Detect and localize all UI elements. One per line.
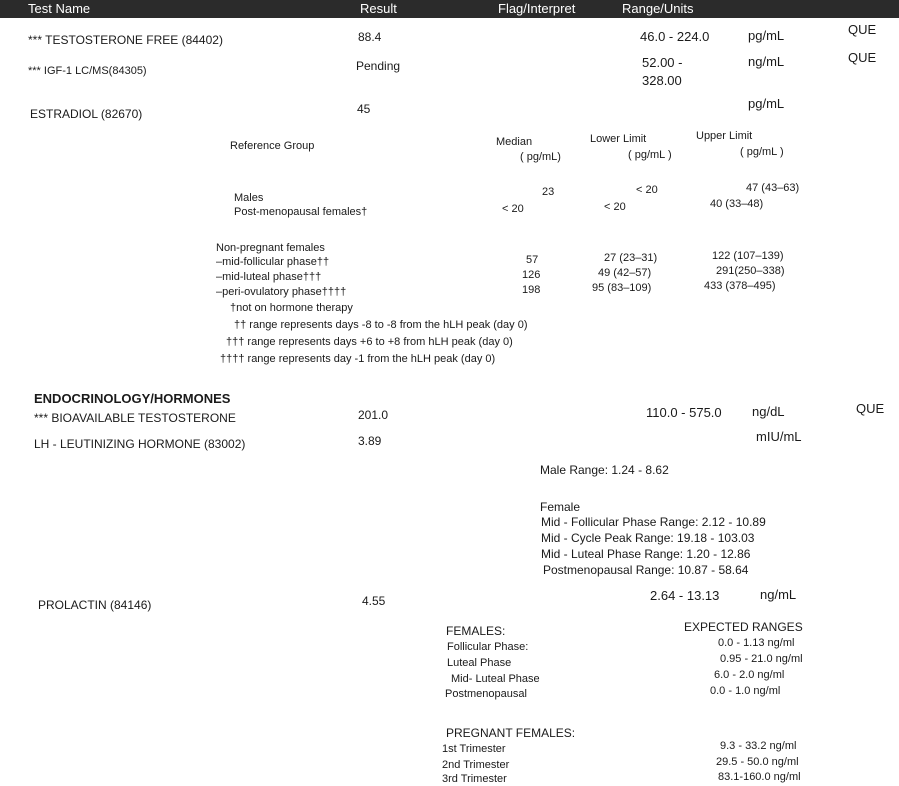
periovulatory-lower: 95 (83–109) [592,282,652,294]
lh-range-line-1: Mid - Follicular Phase Range: 2.12 - 10.89 [541,515,766,529]
result-bioavailable-testosterone: 201.0 [358,408,389,422]
range-bioavailable-testosterone: 110.0 - 575.0 [646,405,722,420]
group-peri-ovulatory: –peri-ovulatory phase†††† [216,286,347,298]
postmeno-upper: 40 (33–48) [710,198,764,210]
lower-limit-unit: ( pg/mL ) [628,149,672,161]
units-testosterone-free: pg/mL [748,28,785,43]
footnote-3: ††† range represents days +6 to +8 from hLH peak (day 0) [226,336,513,348]
lh-female-label: Female [540,500,581,514]
lab-code-testosterone-free: QUE [848,22,877,37]
group-nonpregnant: Non-pregnant females [216,242,325,254]
footnote-2: †† range represents days -8 to -8 from the hLH peak (day 0) [234,319,528,331]
result-testosterone-free: 88.4 [358,30,382,44]
test-name-prolactin: PROLACTIN (84146) [38,598,152,612]
test-name-lh: LH - LEUTINIZING HORMONE (83002) [34,437,246,451]
prolactin-female-follicular-value: 0.0 - 1.13 ng/ml [718,637,795,649]
lh-range-line-3: Mid - Luteal Phase Range: 1.20 - 12.86 [541,547,751,561]
prolactin-female-luteal-value: 0.95 - 21.0 ng/ml [720,653,803,665]
periovulatory-upper: 433 (378–495) [704,280,776,292]
range-testosterone-free: 46.0 - 224.0 [640,29,710,44]
lh-range-line-4: Postmenopausal Range: 10.87 - 58.64 [543,563,749,577]
units-igf1: ng/mL [748,54,785,69]
males-upper: 47 (43–63) [746,182,800,194]
units-prolactin: ng/mL [760,587,797,602]
section-title: ENDOCRINOLOGY/HORMONES [34,391,231,406]
prolactin-female-follicular-label: Follicular Phase: [447,641,529,653]
prolactin-female-mid-luteal-value: 6.0 - 2.0 ng/ml [714,669,785,681]
periovulatory-median: 198 [522,284,541,296]
median-label: Median [496,136,533,148]
postmeno-median: < 20 [502,203,524,215]
footnote-1: †not on hormone therapy [230,302,353,314]
follicular-upper: 122 (107–139) [712,250,784,262]
prolactin-pregnant-t1-value: 9.3 - 33.2 ng/ml [720,740,797,752]
result-estradiol: 45 [357,102,371,116]
column-header-bar [0,0,899,18]
group-males: Males [234,192,264,204]
ref-group-label: Reference Group [230,140,315,152]
result-igf1: Pending [356,59,401,73]
lower-limit-label: Lower Limit [590,133,647,145]
group-mid-follicular: –mid-follicular phase†† [216,256,330,268]
prolactin-female-mid-luteal-label: Mid- Luteal Phase [451,673,540,685]
range-igf1-line1: 52.00 - [642,55,683,70]
test-name-igf1: *** IGF-1 LC/MS(84305) [28,65,147,77]
prolactin-pregnant-label: PREGNANT FEMALES: [446,726,576,740]
units-estradiol: pg/mL [748,96,785,111]
group-mid-luteal: –mid-luteal phase††† [216,271,322,283]
prolactin-female-postmeno-value: 0.0 - 1.0 ng/ml [710,685,781,697]
lh-range-line-2: Mid - Cycle Peak Range: 19.18 - 103.03 [541,531,755,545]
test-name-bioavailable-testosterone: *** BIOAVAILABLE TESTOSTERONE [34,411,236,425]
header-flag-interpret: Flag/Interpret [498,1,576,16]
prolactin-females-label: FEMALES: [446,624,506,638]
units-bioavailable-testosterone: ng/dL [752,404,785,419]
footnote-4: †††† range represents day -1 from the hLH peak (day 0) [220,353,496,365]
luteal-median: 126 [522,269,541,281]
lab-code-bioavailable-testosterone: QUE [856,401,885,416]
units-lh: mIU/mL [756,429,802,444]
luteal-upper: 291(250–338) [716,265,785,277]
header-range: Range/Units [622,1,694,16]
prolactin-pregnant-t3-value: 83.1-160.0 ng/ml [718,771,801,783]
postmeno-lower: < 20 [604,201,626,213]
prolactin-pregnant-t2-label: 2nd Trimester [442,759,510,771]
result-lh: 3.89 [358,434,382,448]
follicular-lower: 27 (23–31) [604,252,658,264]
header-test-name: Test Name [28,1,91,16]
luteal-lower: 49 (42–57) [598,267,652,279]
range-igf1-line2: 328.00 [642,73,682,88]
prolactin-pregnant-t2-value: 29.5 - 50.0 ng/ml [716,756,799,768]
prolactin-female-postmeno-label: Postmenopausal [445,688,527,700]
follicular-median: 57 [526,254,539,266]
test-name-estradiol: ESTRADIOL (82670) [30,107,143,121]
upper-limit-unit: ( pg/mL ) [740,146,784,158]
prolactin-female-luteal-label: Luteal Phase [447,657,512,669]
prolactin-pregnant-t1-label: 1st Trimester [442,743,506,755]
range-prolactin: 2.64 - 13.13 [650,588,720,603]
result-prolactin: 4.55 [362,594,386,608]
lab-code-igf1: QUE [848,50,877,65]
header-result: Result [360,1,397,16]
upper-limit-label: Upper Limit [696,130,753,142]
prolactin-expected-ranges-label: EXPECTED RANGES [684,620,803,634]
males-median: 23 [542,186,555,198]
males-lower: < 20 [636,184,658,196]
group-postmenopausal: Post-menopausal females† [234,206,368,218]
lh-male-range: Male Range: 1.24 - 8.62 [540,463,669,477]
prolactin-pregnant-t3-label: 3rd Trimester [442,773,507,785]
median-unit: ( pg/mL) [520,151,561,163]
test-name-testosterone-free: *** TESTOSTERONE FREE (84402) [28,33,223,47]
